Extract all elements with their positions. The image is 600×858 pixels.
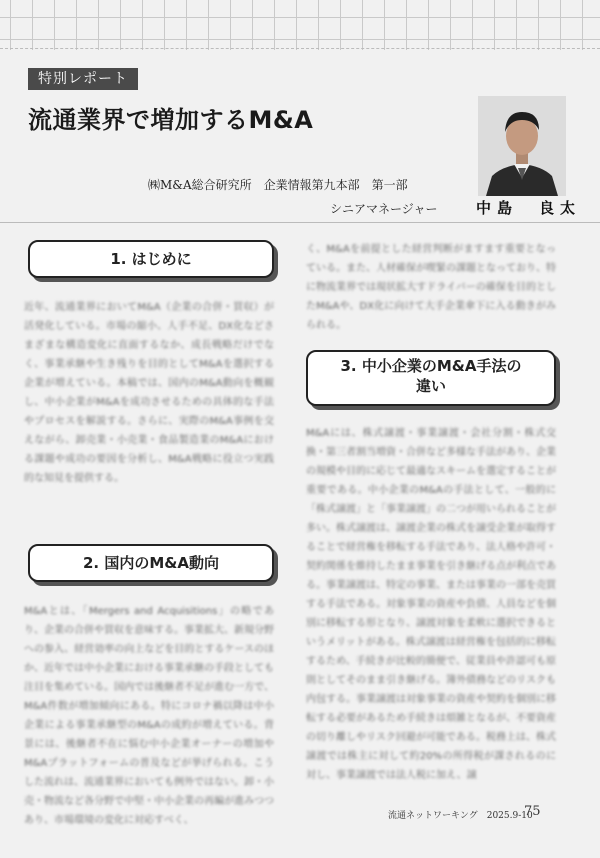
left-column xyxy=(24,240,274,830)
section-body-continued: く、M&Aを前提とした経営判断がますます重要となっている。また、人材確保が喫緊の課題となっており、特に物流業界では現状拡大すドライバーの確保を目的としたM&Aや、DX化に向けて大手企業傘下に入る動きがみられる。 xyxy=(306,244,556,331)
article-title: 流通業界で増加するM&A xyxy=(28,106,314,134)
footer-publication: 流通ネットワーキング 2025.9-10 xyxy=(388,811,533,821)
right-column xyxy=(306,240,556,804)
author-name: 中島 良太 xyxy=(476,199,582,217)
section-heading-text: 1. はじめに xyxy=(110,250,192,268)
author-affiliation: ㈱M&A総合研究所 企業情報第九本部 第一部 xyxy=(148,178,408,192)
header-divider xyxy=(0,222,600,223)
special-report-label: 特別レポート xyxy=(28,68,138,90)
section-heading-text-line1: 3. 中小企業のM&A手法の xyxy=(340,357,522,375)
section-heading-text-line2: 違い xyxy=(415,377,446,395)
section-heading xyxy=(306,350,556,406)
author-position: シニアマネージャー xyxy=(330,202,438,216)
section-body: 近年、流通業界においてM&A（企業の合併・買収）が活発化している。市場の縮小、人手不足、DX化などさまざまな構造変化に直面するなか、成長戦略だけでなく、事業承継や生き残りを目的としてM&Aを選択する企業が増えている。本稿では、国内のM&A動向を概観し、中小企業がM&Aを成功させるための具体的な手法やプロセスを解説する。さらに、実際のM&A事例を交えながら、卸売業・小売業・食品製造業のM&Aにおける課題や成功の要因を分析し、M&A戦略に役立つ実践的な知見を提供する。 xyxy=(24,302,274,484)
section-body: M&Aには、株式譲渡・事業譲渡・会社分割・株式交換・第三者割当増資・合併など多様な手法があり、企業の規模や目的に応じて最適なスキームを選定することが重要である。中小企業のM&Aの手法として、一般的に「株式譲渡」と「事業譲渡」の二つが用いられることが多い。株式譲渡は、譲渡企業の株式を譲受企業が取得することで経営権を移転する手法であり、法人格や許可・契約関係を維持したまま事業を引き継げる点が利点である。事業譲渡は、特定の事業、または事業の一部を売買する手法である。対象事業の資産や負債、人員などを個別に移転する形となり、譲渡対象を柔軟に選択できるというメリットがある。株式譲渡は経営権を包括的に移転するため、手続きが比較的簡便で、従業員や許認可も原則としてそのまま引き継げる。簿外債務などのリスクも内包する。事業譲渡は対象事業の資産や契約を個別に移転する必要があるため手続きは煩雑となるが、不要資産の切り離しやリスク回避が可能である。税務上は、株式譲渡では株主に対して約20%の所得税が課されるのに対し、事業譲渡では法人税に加え、譲 xyxy=(306,428,556,781)
page-number: 75 xyxy=(524,804,541,819)
section-heading xyxy=(28,544,274,582)
section-body: M&Aとは、「Mergers and Acquisitions」の略であり、企業の合併や買収を意味する。事業拡大、新規分野への参入、経営効率の向上などを目的とするケースのほか、近年では中小企業における事業承継の手段としても注目を集めている。国内では後継者不足が進む一方で、M&A件数が増加傾向にある。特にコロナ禍以降は中小企業による事業承継型のM&Aの成約が増えている。背景には、後継者不在に悩む中小企業オーナーの増加やM&Aプラットフォームの普及などが挙げられる。こうした流れは、流通業界においても例外ではない。卸・小売・物流など各分野で中堅・中小企業の再編が進みつつあり、市場環境の変化に対応すべく、 xyxy=(24,606,274,826)
decorative-grid-border xyxy=(0,0,600,50)
section-heading xyxy=(28,240,274,278)
author-photo xyxy=(478,96,566,196)
author-portrait-icon xyxy=(478,96,566,196)
section-heading-text: 2. 国内のM&A動向 xyxy=(83,554,219,572)
